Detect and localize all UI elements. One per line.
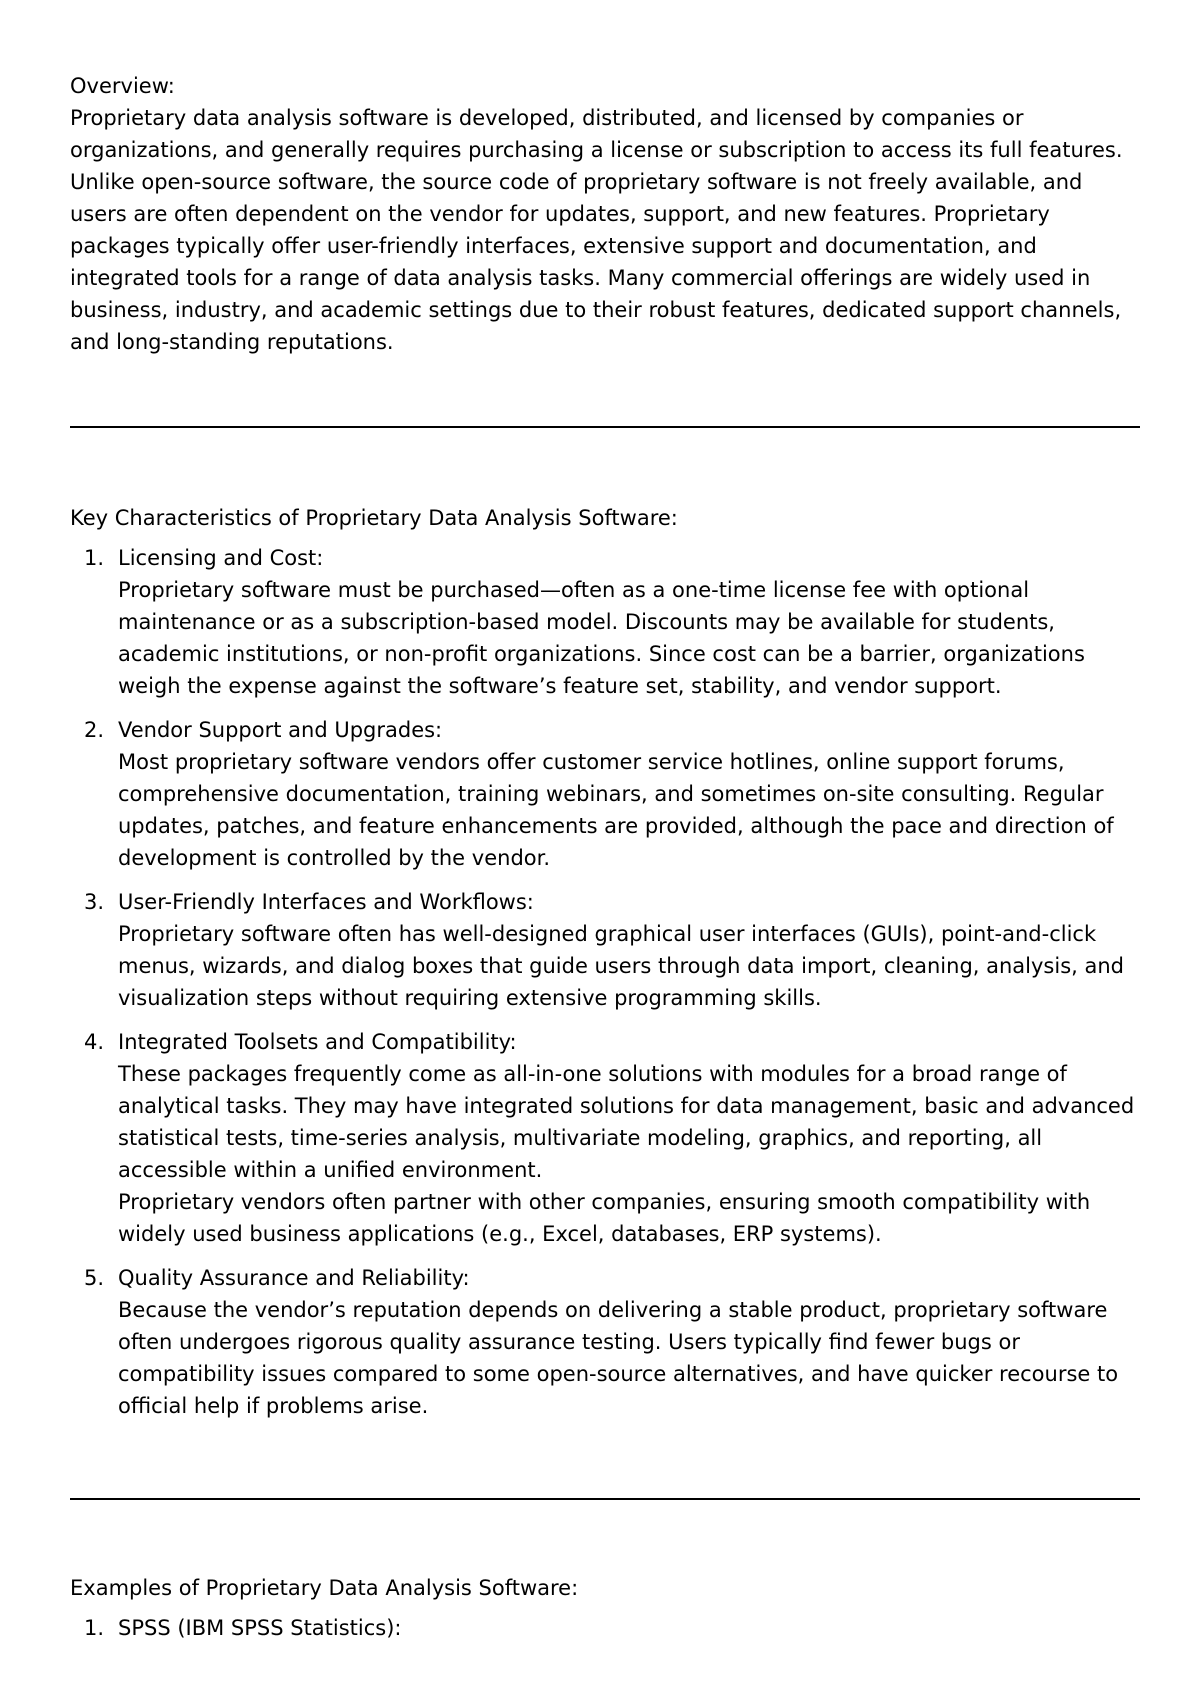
characteristics-section — [70, 502, 1140, 1434]
list-item — [70, 542, 1140, 702]
list-item-description: Proprietary software often has well-designed graphical user interfaces (GUIs), point-and-click menus, wizards, and dialog boxes that guide users through data import, cleaning, analysis, and visualization steps without requiring extensive programming skills. — [118, 922, 1125, 1010]
list-item-number: 1. — [84, 546, 105, 570]
characteristics-list — [70, 542, 1140, 1422]
examples-heading: Examples of Proprietary Data Analysis Software: — [70, 1576, 579, 1600]
section-divider-2 — [70, 1498, 1140, 1500]
overview-section — [70, 70, 1140, 358]
list-item-number: 1. — [84, 1616, 105, 1640]
list-item — [70, 1612, 1140, 1644]
overview-body: Proprietary data analysis software is developed, distributed, and licensed by companies or organizations, and generally requires purchasing a license or subscription to access its full features. Unlike open-source software, the source code of proprietary software is not freely available, and users are often dependent on the vendor for updates, support, and new features. Proprietary packages typically offer user-friendly interfaces, extensive support and documentation, and integrated tools for a range of data analysis tasks. Many commercial offerings are widely used in business, industry, and academic settings due to their robust features, dedicated support channels, and long-standing reputations. — [70, 106, 1123, 354]
list-item — [70, 886, 1140, 1014]
list-item — [70, 714, 1140, 874]
list-item-title: Vendor Support and Upgrades: — [118, 718, 443, 742]
list-item-number: 4. — [84, 1030, 105, 1054]
examples-list — [70, 1612, 1140, 1644]
list-item — [70, 1262, 1140, 1422]
list-item-description: Most proprietary software vendors offer customer service hotlines, online support forums, comprehensive documentation, training webinars, and sometimes on-site consulting. Regular updates, patches, and feature enhancements are provided, although the pace and direction of development is controlled by the vendor. — [118, 750, 1114, 870]
examples-section — [70, 1572, 1140, 1656]
section-divider-1 — [70, 426, 1140, 428]
list-item-title: User-Friendly Interfaces and Workflows: — [118, 890, 534, 914]
list-item-title: Quality Assurance and Reliability: — [118, 1266, 470, 1290]
list-item-number: 5. — [84, 1266, 105, 1290]
list-item-description: Proprietary software must be purchased—often as a one-time license fee with optional maintenance or as a subscription-based model. Discounts may be available for students, academic institutions, or non-profit organizations. Since cost can be a barrier, organizations weigh the expense against the software’s feature set, stability, and vendor support. — [118, 578, 1085, 698]
list-item-title: Integrated Toolsets and Compatibility: — [118, 1030, 517, 1054]
characteristics-heading: Key Characteristics of Proprietary Data Analysis Software: — [70, 506, 678, 530]
list-item-number: 3. — [84, 890, 105, 914]
list-item-title: Licensing and Cost: — [118, 546, 324, 570]
list-item-description: These packages frequently come as all-in-one solutions with modules for a broad range of analytical tasks. They may have integrated solutions for data management, basic and advanced statistical tests, time-series analysis, multivariate modeling, graphics, and reporting, all accessible within a unified environment. — [118, 1062, 1135, 1182]
list-item-title: SPSS (IBM SPSS Statistics): — [118, 1616, 402, 1640]
list-item-description-continued: Proprietary vendors often partner with other companies, ensuring smooth compatibility with widely used business applications (e.g., Excel, databases, ERP systems). — [118, 1190, 1091, 1246]
overview-heading: Overview: — [70, 74, 175, 98]
list-item-description: Because the vendor’s reputation depends on delivering a stable product, proprietary software often undergoes rigorous quality assurance testing. Users typically find fewer bugs or compatibility issues compared to some open-source alternatives, and have quicker recourse to official help if problems arise. — [118, 1298, 1119, 1418]
list-item-number: 2. — [84, 718, 105, 742]
list-item — [70, 1026, 1140, 1250]
